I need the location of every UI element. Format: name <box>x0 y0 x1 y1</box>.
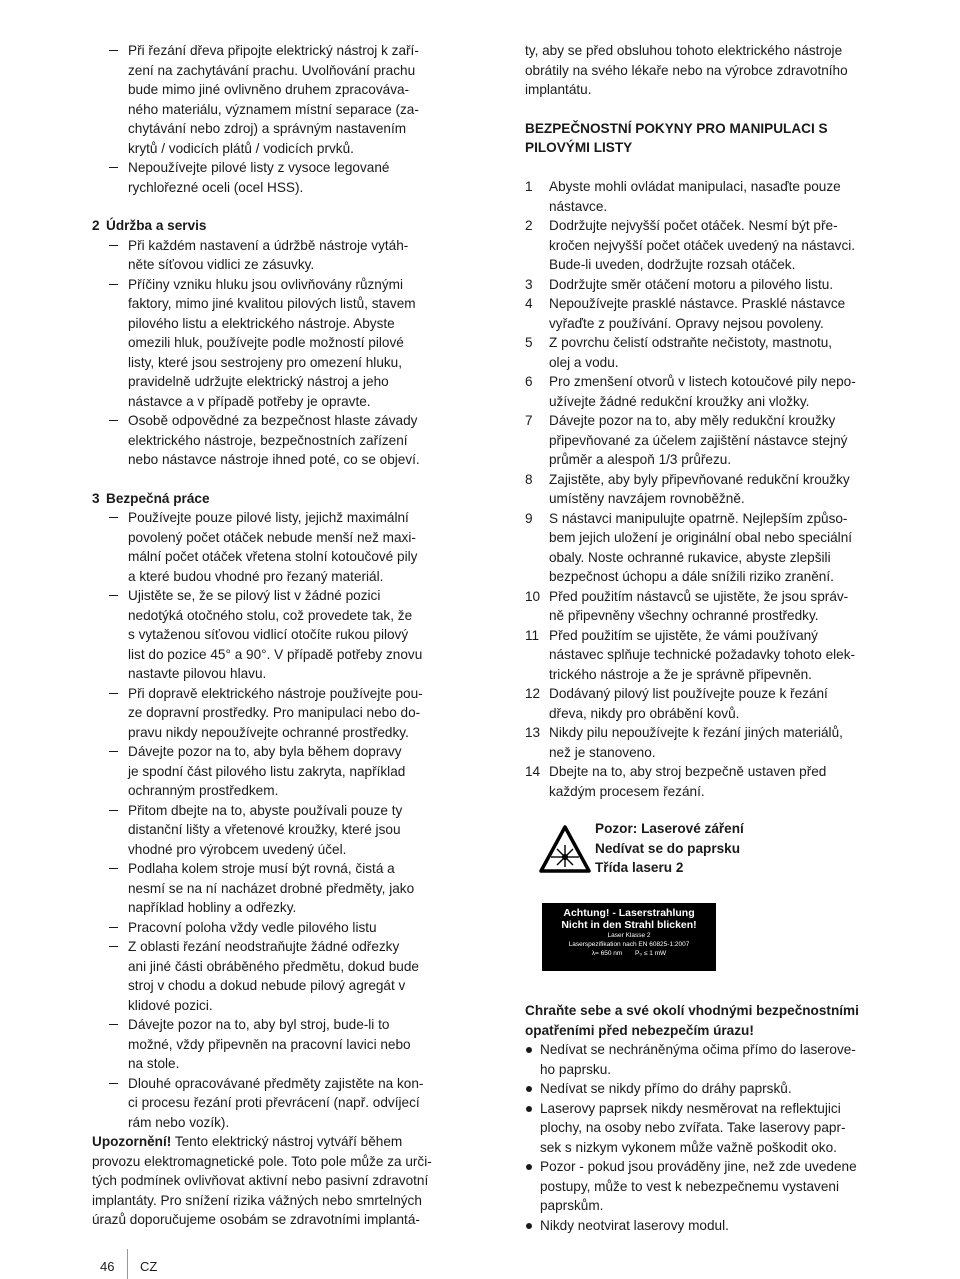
list-item: Nedívat se nechráněnýma očima přímo do laserove- ho paprsku. <box>525 1040 870 1079</box>
continued-paragraph: ty, aby se před obsluhou tohoto elektrického nástroje obrátily na svého lékaře nebo na výrobce zdravotního implantátu. <box>525 43 848 97</box>
list-item: Ujistěte se, že se pilový list v žádné pozici nedotýká otočného stolu, což provedete tak, že s vytaženou síťovou vidlicí otočíte rukou pilový list do pozice 45° a 90°. V případě potřeby znovu nastavte pilovou hlavu. <box>92 586 442 684</box>
list-item: Dávejte pozor na to, aby byl stroj, bude-li to možné, vždy připevněn na pracovní lavici nebo na stole. <box>92 1015 442 1074</box>
left-column <box>92 41 442 1230</box>
section-heading-saw-blades: BEZPEČNOSTNÍ POKYNY PRO MANIPULACI S PILOVÝMI LISTY <box>525 120 828 155</box>
list-item: Osobě odpovědné za bezpečnost hlaste závady elektrického nástroje, bezpečnostních zařízení nebo nástavce nástroje ihned poté, co se objeví. <box>92 411 442 470</box>
protection-heading: Chraňte sebe a své okolí vhodnými bezpečnostními opatřeními před nebezpečím úrazu! <box>525 1003 859 1038</box>
list-item: Nedívat se nikdy přímo do dráhy paprsků. <box>525 1079 870 1099</box>
list-item: Přitom dbejte na to, abyste používali pouze ty distanční lišty a vřetenové kroužky, které jsou vhodné pro výrobcem uvedený účel. <box>92 801 442 860</box>
laser-hazard-icon <box>539 825 591 873</box>
laser-label: Achtung! - Laserstrahlung Nicht in den Strahl blicken! Laser Klasse 2 Laserspezifikation nach EN 60825-1:2007 λ= 650 nm P₀ ≤ 1 mW <box>542 903 716 971</box>
list-item: 12 Dodávaný pilový list používejte pouze k řezání dřeva, nikdy pro obrábění kovů. <box>525 686 828 721</box>
list-item: 10 Před použitím nástavců se ujistěte, že jsou správ- ně připevněny všechny ochranné prostředky. <box>525 588 849 623</box>
list-item: 9 S nástavci manipulujte opatrně. Nejlepším způso- bem jejich uložení je originální obal nebo speciální obaly. Noste ochranné rukavice, abyste zlepšili bezpečnost úchopu a dále snížili riziko zranění. <box>525 510 853 584</box>
list-item: Používejte pouze pilové listy, jejichž maximální povolený počet otáček nebude menší než maxi- mální počet otáček vřetena stolní kotoučové pily a které budou vhodné pro řezaný materiál. <box>92 508 442 586</box>
section-heading-safe-work: 3 Bezpečná práce <box>92 490 210 506</box>
list-item: 6 Pro zmenšení otvorů v listech kotoučové pily nepo- užívejte žádné redukční kroužky ani vložky. <box>525 374 856 409</box>
warning-paragraph: Upozornění! Tento elektrický nástroj vytváří během provozu elektromagnetické pole. Toto pole může za urči- tých podmínek ovlivňovat aktivní nebo pasivní zdravotní implantáty. Pro snížení rizika vážných nebo smrtelných úrazů doporučujeme osobám se zdravotními implantá- <box>92 1134 432 1227</box>
list-item: Při dopravě elektrického nástroje používejte pou- ze dopravní prostředky. Pro manipulaci nebo do- pravu nikdy nepoužívejte ochranné prostředky. <box>92 684 442 743</box>
list-item: 4 Nepoužívejte prasklé nástavce. Prasklé nástavce vyřaďte z používání. Opravy nejsou povoleny. <box>525 296 846 331</box>
list-item: Podlaha kolem stroje musí být rovná, čistá a nesmí se na ní nacházet drobné předměty, jako například hobliny a odřezky. <box>92 859 442 918</box>
list-item: 2 Dodržujte nejvyšší počet otáček. Nesmí být pře- kročen nejvyšší počet otáček uvedený na nástavci. Bude-li uveden, dodržujte rozsah otáček. <box>525 218 856 272</box>
bullet-list <box>525 1040 870 1235</box>
footer-divider <box>127 1249 128 1279</box>
list-item: Nepoužívejte pilové listy z vysoce legované rychlořezné oceli (ocel HSS). <box>92 158 442 197</box>
list-item: Pracovní poloha vždy vedle pilového listu <box>92 918 442 938</box>
right-column <box>525 41 870 1235</box>
list-item: Příčiny vzniku hluku jsou ovlivňovány různými faktory, mimo jiné kvalitou pilových listů, stavem pilového listu a elektrického nástroje. Abyste omezili hluk, používejte podle možností pilové listy, které jsou sestrojeny pro omezení hluku, pravidelně udržujte elektrický nástroj a jeho nástavce a v případě potřeby je opravte. <box>92 275 442 412</box>
list-item: Dlouhé opracovávané předměty zajistěte na kon- ci procesu řezání proti převrácení (např. odvíjecí rám nebo vozík). <box>92 1074 442 1133</box>
list-item: Při řezání dřeva připojte elektrický nástroj k zaří- zení na zachytávání prachu. Uvolňování prachu bude mimo jiné ovlivněno druhem zpracováva- ného materiálu, významem místní separace (za- chytávání nebo zdroj) a správným nastavením krytů / vodicích plátů / vodicích prvků. <box>92 41 442 158</box>
numbered-list <box>525 177 870 801</box>
page-number: 46 <box>100 1259 115 1274</box>
list-item: 1 Abyste mohli ovládat manipulaci, nasaďte pouze nástavce. <box>525 179 841 214</box>
warning-title: Upozornění! <box>92 1134 172 1149</box>
list-item: Nikdy neotvirat laserovy modul. <box>525 1216 870 1236</box>
section-heading-maintenance: 2 Údržba a servis <box>92 218 207 233</box>
laser-class-text: Pozor: Laserové záření Nedívat se do paprsku Třída laseru 2 <box>595 821 744 875</box>
laser-warning <box>525 819 870 989</box>
list-item: 13 Nikdy pilu nepoužívejte k řezání jiných materiálů, než je stanoveno. <box>525 725 843 760</box>
list-item: Laserovy paprsek nikdy nesměrovat na reflektujici plochy, na osoby nebo zvířata. Take laserovy papr- sek s nizkym vykonem může važně poškodit oko. <box>525 1099 870 1158</box>
list-item: 11 Před použitím se ujistěte, že vámi používaný nástavec splňuje technické požadavky tohoto elek- trického nástroje a že je správně připevněn. <box>525 627 856 682</box>
list-item: Z oblasti řezání neodstraňujte žádné odřezky ani jiné části obráběného předmětu, dokud bude stroj v chodu a dokud nebude pilový agregát v klidové pozici. <box>92 937 442 1015</box>
list-item: 14 Dbejte na to, aby stroj bezpečně ustaven před každým procesem řezání. <box>525 764 827 799</box>
list-item: 8 Zajistěte, aby byly připevňované redukční kroužky umístěny navzájem rovnoběžně. <box>525 471 850 506</box>
list-item: Pozor - pokud jsou prováděny jine, než zde uvedene postupy, může to vest k nebezpečnemu vystaveni paprskům. <box>525 1157 870 1216</box>
list-item: 5 Z povrchu čelistí odstraňte nečistoty, mastnotu, olej a vodu. <box>525 335 833 370</box>
list-item: 7 Dávejte pozor na to, aby měly redukční kroužky připevňované za účelem zajištění nástavce stejný průměr a alespoň 1/3 průřezu. <box>525 413 848 467</box>
language-code: CZ <box>140 1259 158 1274</box>
list-item: Při každém nastavení a údržbě nástroje vytáh- něte síťovou vidlici ze zásuvky. <box>92 236 442 275</box>
list-item: Dávejte pozor na to, aby byla během dopravy je spodní část pilového listu zakryta, například ochranným prostředkem. <box>92 742 442 801</box>
list-item: 3 Dodržujte směr otáčení motoru a pilového listu. <box>525 276 834 292</box>
